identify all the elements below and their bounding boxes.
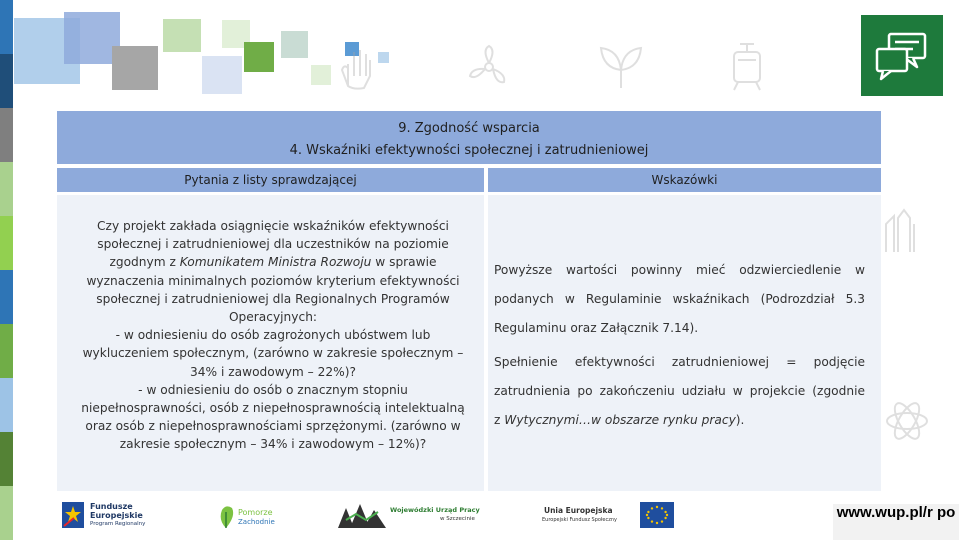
- section-subtitle: 4. Wskaźniki efektywności społecznej i zatrudnieniowej: [289, 143, 649, 158]
- fan-icon: [466, 44, 512, 90]
- building-icon: [884, 208, 918, 254]
- side-stripe-10: [0, 486, 13, 540]
- side-stripe-5: [0, 216, 13, 270]
- leaf-icon: [597, 44, 645, 90]
- side-stripe-7: [0, 324, 13, 378]
- deco-square: [202, 56, 242, 94]
- logo-fundusze-europejskie: Fundusze Europejskie Program Regionalny: [62, 500, 162, 532]
- question-text: Czy projekt zakłada osiągnięcie wskaźników efektywności społecznej i zatrudnieniowej dla uczestników na poziomie zgodnym z Komunikatem Ministra Rozwoju w sprawie wyznaczenia minimalnych poziomów kryterium efektywności społecznej i zatrudnieniowej dla Regionalnych Programów Operacyjnych: - w odniesieniu do osób zagrożonych ubóstwem lub wykluczeniem społecznym, (zarówno w zakresie społecznym – 34% i zawodowym – 22%)? - w odniesieniu do osób o znacznym stopniu niepełnosprawności, osób z niepełnosprawnością intelektualną oraz osób z niepełnosprawnościami sprzężonymi. (zarówno w zakresie społecznym – 34% i zawodowym – 12%)?: [81, 219, 465, 452]
- website-link[interactable]: www.wup.pl/r po: [833, 504, 959, 540]
- hint-line: Powyższe wartości powinny mieć odzwierciedlenie w: [494, 263, 865, 277]
- tram-icon: [730, 42, 764, 92]
- deco-square: [163, 19, 201, 52]
- chat-bubbles-icon: [861, 15, 943, 96]
- side-stripe-8: [0, 378, 13, 432]
- hints-cell: [488, 195, 881, 491]
- side-stripe-2: [0, 54, 13, 108]
- chat-tile: [861, 15, 943, 96]
- hand-icon: [340, 46, 374, 90]
- deco-square: [311, 65, 331, 85]
- column-header-questions-label: Pytania z listy sprawdzającej: [184, 173, 357, 187]
- hint-line: Spełnienie efektywności zatrudnieniowej = podjęcie: [494, 355, 865, 369]
- deco-square: [112, 46, 158, 90]
- question-cell: [57, 195, 484, 491]
- atom-icon: [884, 398, 930, 444]
- side-stripe-9: [0, 432, 13, 486]
- deco-square: [281, 31, 308, 58]
- side-stripe-1: [0, 0, 13, 54]
- hint-line: podanych w Regulaminie wskaźnikach (Podrozdział 5.3: [494, 292, 865, 306]
- logo-pomorze-zachodnie: Pomorze Zachodnie: [216, 500, 286, 532]
- side-stripe-4: [0, 162, 13, 216]
- deco-square: [378, 52, 389, 63]
- section-title: 9. Zgodność wsparcia: [398, 121, 540, 136]
- column-header-hints: [488, 168, 881, 192]
- hint-line: Regulaminu oraz Załącznik 7.14).: [494, 321, 699, 335]
- logo-wup: Wojewódzki Urząd Pracy w Szczecinie: [336, 500, 486, 532]
- checklist-panel: [57, 111, 881, 491]
- pomorze-icon: [216, 502, 236, 530]
- eu-flag-icon: [640, 502, 674, 528]
- side-stripe-3: [0, 108, 13, 162]
- wup-blocks-icon: [336, 502, 388, 530]
- logo-unia-europejska: Unia Europejska Europejski Fundusz Społeczny: [540, 500, 676, 532]
- section-header: [57, 111, 881, 164]
- side-stripe-6: [0, 270, 13, 324]
- column-header-hints-label: Wskazówki: [651, 173, 718, 187]
- hint-line: z Wytycznymi…w obszarze rynku pracy).: [494, 413, 745, 427]
- hint-line: zatrudnienia po zakończeniu udziału w projekcie (zgodnie: [494, 384, 865, 398]
- column-header-questions: [57, 168, 484, 192]
- fe-star-icon: [62, 500, 88, 530]
- deco-square: [244, 42, 274, 72]
